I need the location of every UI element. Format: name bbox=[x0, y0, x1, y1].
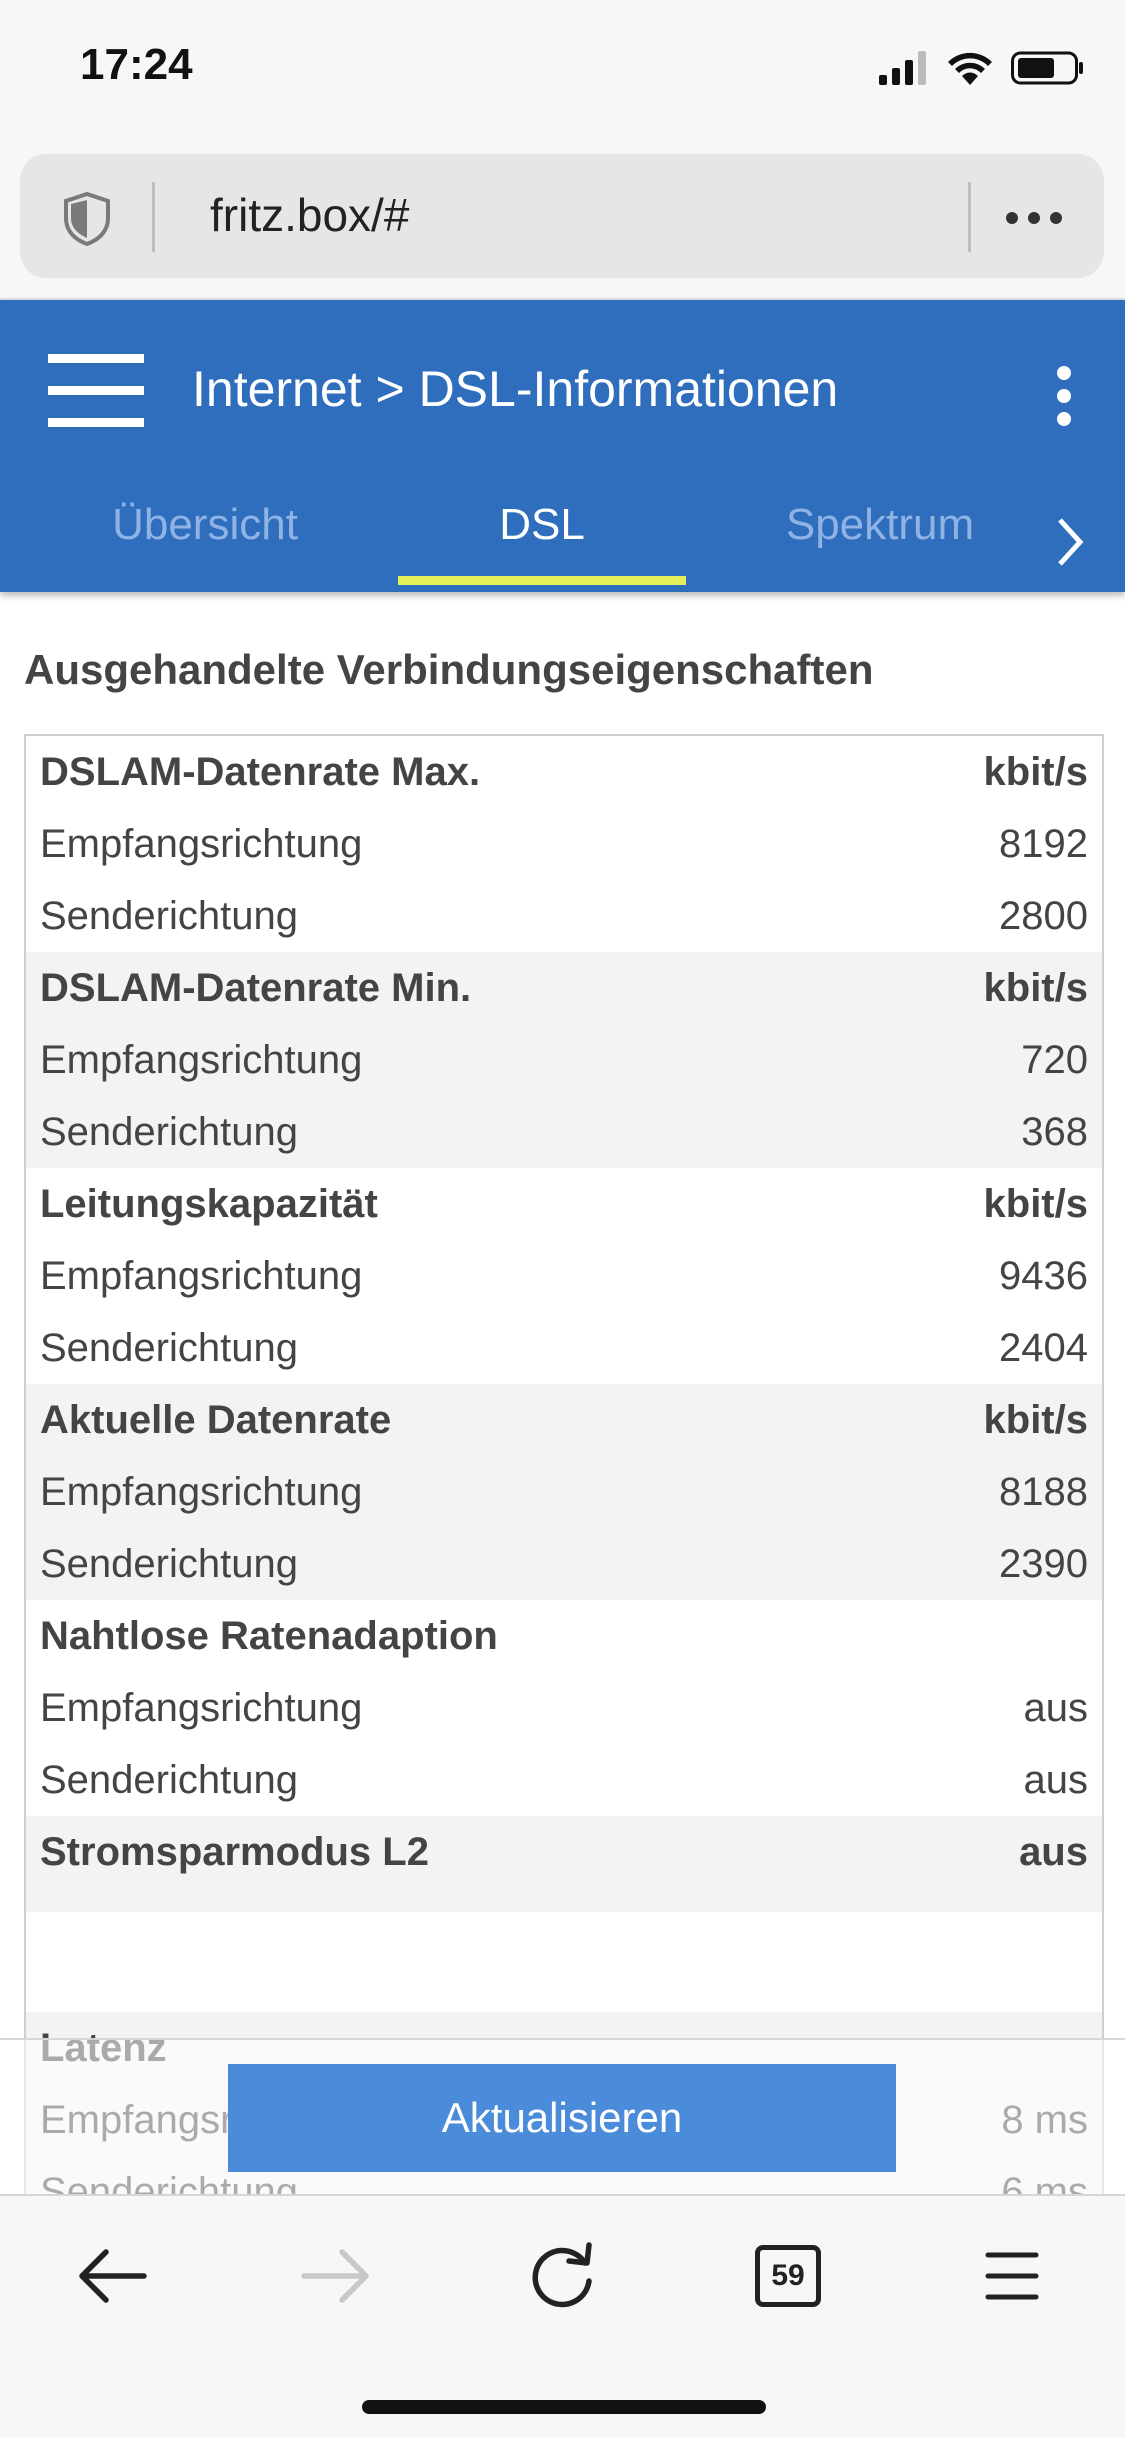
row-value: 720 bbox=[1021, 1038, 1088, 1082]
row-label: Senderichtung bbox=[40, 1758, 298, 1802]
row-value: aus bbox=[1023, 1686, 1088, 1730]
menu-icon[interactable] bbox=[48, 354, 144, 428]
row-label: Empfangsrichtung bbox=[40, 1038, 363, 1082]
row-value: 2404 bbox=[999, 1326, 1088, 1370]
address-bar[interactable] bbox=[20, 154, 1104, 278]
status-time: 17:24 bbox=[80, 40, 193, 89]
table-group bbox=[26, 1816, 1102, 1912]
row-label: Aktuelle Datenrate bbox=[40, 1398, 392, 1442]
row-label: Senderichtung bbox=[40, 894, 298, 938]
row-label: Senderichtung bbox=[40, 1542, 298, 1586]
table-row bbox=[26, 1600, 1102, 1672]
tabs-button[interactable] bbox=[738, 2226, 838, 2326]
row-value: 2800 bbox=[999, 894, 1088, 938]
row-value: 8188 bbox=[999, 1470, 1088, 1514]
tab-uebersicht[interactable]: Übersicht bbox=[112, 500, 298, 549]
row-label: Stromsparmodus L2 bbox=[40, 1830, 429, 1874]
status-bar bbox=[0, 0, 1125, 140]
divider bbox=[968, 182, 971, 252]
chevron-right-icon[interactable] bbox=[1052, 512, 1088, 572]
table-row bbox=[26, 808, 1102, 880]
row-value: aus bbox=[1023, 1758, 1088, 1802]
update-button[interactable]: Aktualisieren bbox=[228, 2064, 896, 2172]
divider bbox=[152, 182, 155, 252]
browser-menu-button[interactable] bbox=[962, 2226, 1062, 2326]
battery-icon bbox=[1011, 51, 1085, 85]
table-group bbox=[26, 1384, 1102, 1600]
table-row bbox=[26, 1744, 1102, 1816]
row-label: Leitungskapazität bbox=[40, 1182, 378, 1226]
table-row bbox=[26, 1312, 1102, 1384]
breadcrumb-parent[interactable]: Internet bbox=[192, 361, 362, 417]
shield-icon[interactable] bbox=[62, 192, 112, 246]
table-row bbox=[26, 952, 1102, 1024]
active-tab-indicator bbox=[398, 576, 686, 585]
browser-address-area bbox=[0, 140, 1125, 300]
table-group bbox=[26, 1168, 1102, 1384]
breadcrumb bbox=[192, 360, 838, 418]
row-label: Senderichtung bbox=[40, 1326, 298, 1370]
wifi-icon bbox=[947, 51, 993, 85]
table-row bbox=[26, 1024, 1102, 1096]
tab-count: 59 bbox=[755, 2245, 821, 2307]
section-title: Ausgehandelte Verbindungseigenschaften bbox=[24, 646, 874, 693]
table-group bbox=[26, 736, 1102, 952]
table-row bbox=[26, 1816, 1102, 1888]
cellular-signal-icon bbox=[879, 51, 929, 85]
row-value: aus bbox=[1019, 1830, 1088, 1874]
row-label: Empfangsrichtung bbox=[40, 1470, 363, 1514]
breadcrumb-separator: > bbox=[375, 361, 405, 417]
row-value: 8192 bbox=[999, 822, 1088, 866]
row-value: kbit/s bbox=[983, 1182, 1088, 1226]
table-group bbox=[26, 1600, 1102, 1816]
row-label: Empfangsrichtung bbox=[40, 1254, 363, 1298]
reload-icon bbox=[527, 2241, 597, 2311]
row-label: Empfangsrichtung bbox=[40, 1686, 363, 1730]
table-row bbox=[26, 736, 1102, 808]
tab-spektrum[interactable]: Spektrum bbox=[785, 500, 975, 549]
row-label: DSLAM-Datenrate Min. bbox=[40, 966, 472, 1010]
url-text[interactable]: fritz.box/# bbox=[210, 189, 410, 241]
tab-bar bbox=[0, 460, 1125, 592]
row-label: Senderichtung bbox=[40, 1110, 298, 1154]
row-value: 2390 bbox=[999, 1542, 1088, 1586]
back-button[interactable] bbox=[62, 2226, 162, 2326]
table-row bbox=[26, 1528, 1102, 1600]
table-row bbox=[26, 1240, 1102, 1312]
row-label: Empfangsrichtung bbox=[40, 822, 363, 866]
connection-properties-table bbox=[24, 734, 1104, 2236]
row-value: 368 bbox=[1021, 1110, 1088, 1154]
row-label: DSLAM-Datenrate Max. bbox=[40, 750, 481, 794]
browser-toolbar bbox=[0, 2194, 1125, 2438]
arrow-right-icon bbox=[300, 2246, 372, 2306]
menu-icon bbox=[985, 2249, 1039, 2303]
home-indicator[interactable] bbox=[362, 2400, 766, 2414]
table-row bbox=[26, 880, 1102, 952]
more-options-icon[interactable] bbox=[1006, 212, 1062, 224]
table-row bbox=[26, 1672, 1102, 1744]
table-row bbox=[26, 1096, 1102, 1168]
table-row bbox=[26, 1168, 1102, 1240]
overflow-menu-icon[interactable] bbox=[1052, 366, 1076, 426]
reload-button[interactable] bbox=[512, 2226, 612, 2326]
arrow-left-icon bbox=[76, 2246, 148, 2306]
row-value: 9436 bbox=[999, 1254, 1088, 1298]
breadcrumb-current: DSL-Informationen bbox=[418, 361, 839, 417]
row-value: kbit/s bbox=[983, 1398, 1088, 1442]
table-row bbox=[26, 1456, 1102, 1528]
app-header bbox=[0, 300, 1125, 592]
table-row bbox=[26, 1384, 1102, 1456]
tab-dsl[interactable]: DSL bbox=[499, 500, 585, 549]
status-icons bbox=[879, 48, 1085, 88]
row-label: Nahtlose Ratenadaption bbox=[40, 1614, 498, 1658]
table-group bbox=[26, 952, 1102, 1168]
row-value: kbit/s bbox=[983, 750, 1088, 794]
forward-button[interactable] bbox=[286, 2226, 386, 2326]
row-value: kbit/s bbox=[983, 966, 1088, 1010]
